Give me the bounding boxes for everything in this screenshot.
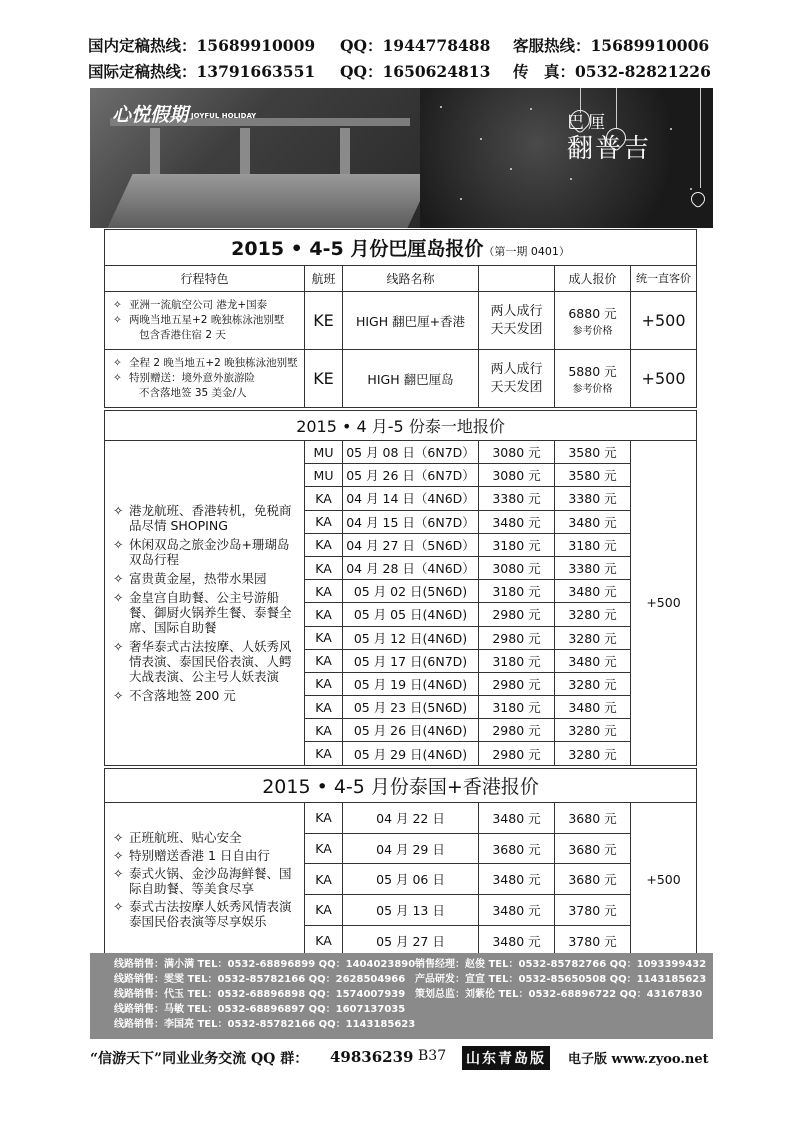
contact-line: 产品研发：宣宣 TEL：0532-85650508 QQ：1143185623 — [415, 974, 707, 985]
thailand-hongkong-price-table — [104, 768, 697, 956]
route-name: HIGH 翻巴厘岛 — [343, 350, 479, 408]
contact-line: 线路销售：马敏 TEL：0532-68896897 QQ：1607137035 — [114, 1004, 406, 1015]
adult-price: 3380 元 — [555, 487, 631, 510]
adult-price: 3580 元 — [555, 441, 631, 464]
website-link[interactable]: 电子版 www.zyoo.net — [568, 1052, 709, 1067]
qq-number: QQ：1650624813 — [340, 62, 491, 81]
peer-price: 3180 元 — [479, 533, 555, 556]
peer-price: 3180 元 — [479, 696, 555, 719]
contact-line: 线路销售：雯雯 TEL：0532-85782166 QQ：2628504966 — [114, 974, 406, 985]
itinerary-features: ✧ 全程 2 晚当地五+2 晚独栋泳池别墅 ✧ 特别赠送：境外意外旅游险 不含落地签 35 美金/人 — [105, 350, 305, 408]
qq-number: QQ：1944778488 — [340, 36, 491, 55]
adult-price: 3480 元 — [555, 696, 631, 719]
flight-code: MU — [305, 464, 343, 487]
heart-ornament-icon — [688, 189, 708, 209]
peer-price: 3180 元 — [479, 580, 555, 603]
departure-date: 04 月 14 日（4N6D） — [343, 487, 479, 510]
flight-code: KA — [305, 603, 343, 626]
peer-price: 3080 元 — [479, 464, 555, 487]
table-row — [105, 350, 697, 408]
flight-code: KE — [305, 350, 343, 408]
fax-number: 传 真：0532-82821226 — [513, 62, 711, 81]
management-list — [415, 957, 706, 1002]
flight-code: KA — [305, 719, 343, 742]
departure-date: 04 月 28 日（4N6D） — [343, 556, 479, 579]
peer-price: 3380 元 — [479, 487, 555, 510]
domestic-hotline: 国内定稿热线：15689910009 — [88, 36, 316, 55]
departure-date: 05 月 23 日(5N6D) — [343, 696, 479, 719]
adult-price: 5880 元 参考价格 — [555, 350, 631, 408]
departure-date: 05 月 08 日（6N7D） — [343, 441, 479, 464]
departure-date: 05 月 26 日(4N6D) — [343, 719, 479, 742]
column-header — [479, 266, 555, 292]
resort-interior-photo — [90, 88, 420, 228]
section-title: 2015 • 4-5 月份泰国+香港报价 — [105, 769, 697, 803]
brand-logo: 心悦假期 JOYFUL HOLIDAY — [112, 104, 257, 126]
departure-date: 05 月 29 日(4N6D) — [343, 742, 479, 765]
flight-code: KA — [305, 556, 343, 579]
departure-date: 05 月 26 日（6N7D） — [343, 464, 479, 487]
itinerary-features: ✧ 港龙航班、香港转机，免税商品尽情 SHOPING ✧ 休闲双岛之旅金沙岛+珊瑚岛双岛行程 ✧ 富贵黄金屋，热带水果园 ✧ 金皇宫自助餐、公主号游船餐、御厨火锅养生餐、泰餐全席、国际自助餐 ✧ 奢华泰式古法按摩、人妖秀风情表演、泰国民俗表演、人鳄大战表演、公主号人妖表演 ✧ 不含落地签 200 元 — [105, 441, 305, 766]
adult-price: 3780 元 — [555, 925, 631, 956]
adult-price: 3680 元 — [555, 833, 631, 864]
hotline-row — [88, 60, 718, 86]
adult-price: 6880 元 参考价格 — [555, 292, 631, 350]
flight-code: KA — [305, 742, 343, 765]
departure-date: 05 月 17 日(6N7D) — [343, 649, 479, 672]
table-row — [105, 441, 697, 464]
adult-price: 3280 元 — [555, 742, 631, 765]
hotline-header — [88, 34, 718, 86]
route-sales-list — [114, 957, 415, 1032]
peer-price: 3480 元 — [479, 803, 555, 834]
page-number: B37 — [418, 1048, 447, 1064]
column-header: 统一直客价 — [631, 266, 697, 292]
peer-price: 3480 元 — [479, 925, 555, 956]
departure-date: 04 月 29 日 — [343, 833, 479, 864]
departure-date: 05 月 05 日(4N6D) — [343, 603, 479, 626]
flight-code: KA — [305, 649, 343, 672]
itinerary-features: ✧ 亚洲一流航空公司 港龙+国泰 ✧ 两晚当地五星+2 晚独栋泳池别墅 包含香港住宿 2 天 — [105, 292, 305, 350]
edition-badge: 山东青岛版 — [462, 1046, 550, 1070]
flight-code: KA — [305, 510, 343, 533]
flight-code: KA — [305, 895, 343, 926]
thailand-price-table — [104, 410, 697, 766]
departure-date: 04 月 27 日（5N6D） — [343, 533, 479, 556]
adult-price: 3180 元 — [555, 533, 631, 556]
departure-date: 04 月 22 日 — [343, 803, 479, 834]
adult-price: 3580 元 — [555, 464, 631, 487]
peer-price: 3680 元 — [479, 833, 555, 864]
banner-title: 巴厘 翻普吉 — [566, 113, 651, 164]
departure-date: 05 月 06 日 — [343, 864, 479, 895]
adult-price: 3280 元 — [555, 719, 631, 742]
peer-price: 3480 元 — [479, 895, 555, 926]
flight-code: MU — [305, 441, 343, 464]
direct-client-markup: +500 — [631, 803, 697, 956]
peer-price: 2980 元 — [479, 742, 555, 765]
flight-code: KA — [305, 580, 343, 603]
direct-client-markup: +500 — [631, 441, 697, 766]
flight-code: KA — [305, 533, 343, 556]
column-header: 成人报价 — [555, 266, 631, 292]
bali-price-table — [104, 229, 697, 408]
contact-line: 线路销售：代玉 TEL：0532-68896898 QQ：1574007939 — [114, 989, 406, 1000]
direct-client-markup: +500 — [631, 350, 697, 408]
section-title: 2015 • 4 月-5 份泰一地报价 — [105, 411, 697, 441]
adult-price: 3280 元 — [555, 626, 631, 649]
flight-code: KA — [305, 672, 343, 695]
adult-price: 3680 元 — [555, 864, 631, 895]
peer-price: 2980 元 — [479, 672, 555, 695]
adult-price: 3280 元 — [555, 672, 631, 695]
peer-price: 3080 元 — [479, 441, 555, 464]
peer-price: 3480 元 — [479, 510, 555, 533]
sales-contacts — [90, 953, 713, 1039]
departure-note: 两人成行 天天发团 — [479, 350, 555, 408]
peer-price: 3480 元 — [479, 864, 555, 895]
flight-code: KA — [305, 696, 343, 719]
table-row — [105, 292, 697, 350]
departure-date: 05 月 02 日(5N6D) — [343, 580, 479, 603]
contact-line: 销售经理：赵俊 TEL：0532-85782766 QQ：1093399432 — [415, 959, 707, 970]
peer-price: 2980 元 — [479, 603, 555, 626]
banner-image — [90, 88, 713, 228]
adult-price: 3480 元 — [555, 510, 631, 533]
peer-price: 2980 元 — [479, 626, 555, 649]
peer-price: 3080 元 — [479, 556, 555, 579]
adult-price: 3480 元 — [555, 580, 631, 603]
adult-price: 3280 元 — [555, 603, 631, 626]
page-footer — [90, 1048, 713, 1074]
service-hotline: 客服热线：15689910006 — [513, 36, 710, 55]
qq-group-label: “信游天下”同业业务交流 QQ 群： — [90, 1051, 309, 1067]
itinerary-features: ✧ 正班航班、贴心安全 ✧ 特别赠送香港 1 日自由行 ✧ 泰式火锅、金沙岛海鲜餐、国际自助餐、等美食尽享 ✧ 泰式古法按摩人妖秀风情表演泰国民俗表演等尽享娱乐 — [105, 803, 305, 956]
column-header: 行程特色 — [105, 266, 305, 292]
table-header — [105, 266, 697, 292]
adult-price: 3680 元 — [555, 803, 631, 834]
flight-code: KA — [305, 803, 343, 834]
departure-note: 两人成行 天天发团 — [479, 292, 555, 350]
departure-date: 05 月 27 日 — [343, 925, 479, 956]
flight-code: KA — [305, 487, 343, 510]
flight-code: KA — [305, 864, 343, 895]
peer-price: 3180 元 — [479, 649, 555, 672]
column-header: 线路名称 — [343, 266, 479, 292]
table-row — [105, 803, 697, 834]
adult-price: 3480 元 — [555, 649, 631, 672]
section-title: 2015 • 4-5 月份巴厘岛报价（第一期 0401） — [105, 230, 697, 266]
flight-code: KA — [305, 925, 343, 956]
flight-code: KA — [305, 833, 343, 864]
adult-price: 3380 元 — [555, 556, 631, 579]
hotline-row — [88, 34, 718, 60]
adult-price: 3780 元 — [555, 895, 631, 926]
direct-client-markup: +500 — [631, 292, 697, 350]
contact-line: 策划总监：刘紫伦 TEL：0532-68896722 QQ：43167830 — [415, 989, 703, 1000]
international-hotline: 国际定稿热线：13791663551 — [88, 62, 316, 81]
contact-line: 线路销售：李国亮 TEL：0532-85782166 QQ：1143185623 — [114, 1019, 416, 1030]
departure-date: 05 月 19 日(4N6D) — [343, 672, 479, 695]
departure-date: 04 月 15 日（6N7D） — [343, 510, 479, 533]
route-name: HIGH 翻巴厘+香港 — [343, 292, 479, 350]
contact-line: 线路销售：满小满 TEL：0532-68896899 QQ：1404023890 — [114, 959, 416, 970]
qq-group-number: 49836239 — [330, 1048, 414, 1066]
flight-code: KE — [305, 292, 343, 350]
departure-date: 05 月 13 日 — [343, 895, 479, 926]
flight-code: KA — [305, 626, 343, 649]
column-header: 航班 — [305, 266, 343, 292]
peer-price: 2980 元 — [479, 719, 555, 742]
departure-date: 05 月 12 日(4N6D) — [343, 626, 479, 649]
